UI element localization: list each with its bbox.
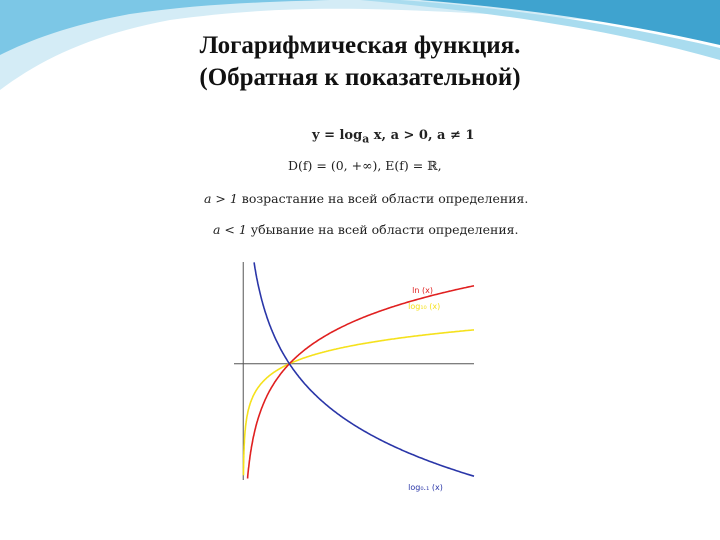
decreasing-text: убывание на всей области определения. bbox=[246, 222, 519, 237]
series-line-0 bbox=[244, 330, 475, 475]
formula-conditions: x, a > 0, a ≠ 1 bbox=[369, 128, 475, 143]
series-label-2: log₀.₁ (x) bbox=[408, 482, 443, 492]
increasing-statement bbox=[204, 191, 528, 206]
series-line-1 bbox=[248, 286, 474, 479]
log-graph bbox=[234, 262, 474, 492]
increasing-condition: a > 1 bbox=[204, 191, 238, 206]
series-label-1: ln (x) bbox=[412, 285, 433, 295]
formula-base: a bbox=[362, 132, 370, 146]
page-subtitle: (Обратная к показательной) bbox=[199, 64, 521, 91]
decreasing-statement bbox=[213, 222, 519, 237]
series-label-0: log₁₀ (x) bbox=[408, 302, 441, 312]
decreasing-condition: a < 1 bbox=[213, 222, 247, 237]
formula-lhs: y = log bbox=[312, 128, 363, 143]
function-definition bbox=[312, 128, 474, 146]
series-line-2 bbox=[254, 262, 474, 476]
page-title: Логарифмическая функция. bbox=[199, 32, 521, 59]
increasing-text: возрастание на всей области определения. bbox=[237, 191, 529, 206]
domain-range: D(f) = (0, +∞), E(f) = ℝ, bbox=[288, 158, 442, 173]
